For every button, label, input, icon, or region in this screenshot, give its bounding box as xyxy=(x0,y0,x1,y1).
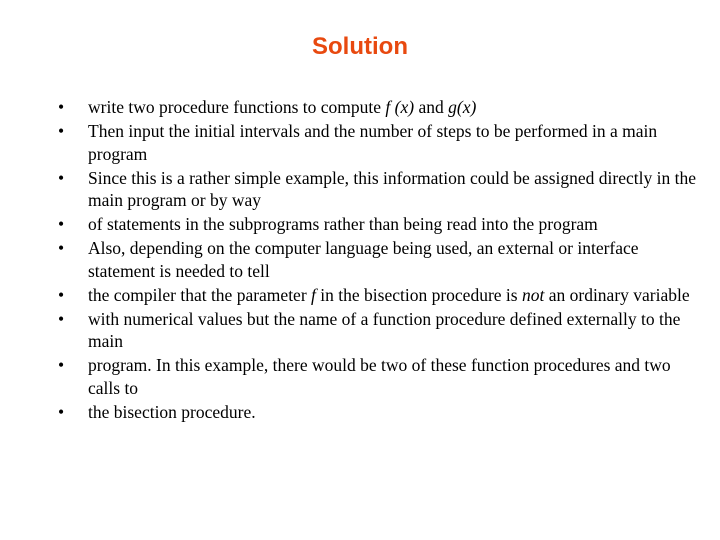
bullet-item xyxy=(58,96,698,119)
bullet-item xyxy=(58,401,698,424)
bullet-item xyxy=(58,120,698,165)
bullet-text-italic: not xyxy=(521,284,545,305)
bullet-text: Also, depending on the computer language being used, an external or interface statement is needed to tell xyxy=(88,238,639,281)
bullet-text: an ordinary variable xyxy=(544,284,690,305)
bullet-item xyxy=(58,237,698,282)
bullet-text: of statements in the subprograms rather than being read into the program xyxy=(88,214,598,234)
bullet-text: write two procedure functions to compute xyxy=(88,97,386,117)
bullet-item xyxy=(58,308,698,353)
bullet-dot-icon: • xyxy=(58,355,65,375)
bullet-text: the bisection procedure. xyxy=(88,401,256,422)
bullet-text: the compiler that the parameter xyxy=(88,284,312,305)
bullet-item xyxy=(58,284,698,307)
bullet-dot-icon: • xyxy=(58,167,65,188)
bullet-dot-icon: • xyxy=(58,238,65,258)
bullet-text-italic: f (x) xyxy=(385,97,415,117)
bullet-text: program. In this example, there would be two of these function procedures and two calls to xyxy=(88,355,671,398)
bullet-text: with numerical values but the name of a function procedure defined externally to the main xyxy=(88,308,681,351)
bullet-list xyxy=(58,96,698,425)
bullet-text: Since this is a rather simple example, this information could be assigned directly in the main program or by way xyxy=(88,167,696,210)
bullet-dot-icon: • xyxy=(58,121,65,141)
bullet-text-italic: g(x) xyxy=(448,97,477,117)
bullet-dot-icon: • xyxy=(58,401,65,422)
bullet-text-italic: f xyxy=(311,284,316,305)
slide-title: Solution xyxy=(312,33,408,60)
bullet-dot-icon: • xyxy=(58,214,65,234)
bullet-item xyxy=(58,354,698,399)
bullet-text: in the bisection procedure is xyxy=(315,284,522,305)
bullet-dot-icon: • xyxy=(58,284,65,305)
bullet-item xyxy=(58,167,698,212)
bullet-dot-icon: • xyxy=(58,97,65,117)
bullet-text: and xyxy=(414,97,449,117)
bullet-dot-icon: • xyxy=(58,308,65,329)
bullet-text: Then input the initial intervals and the number of steps to be performed in a main program xyxy=(88,121,658,164)
bullet-item xyxy=(58,213,698,236)
